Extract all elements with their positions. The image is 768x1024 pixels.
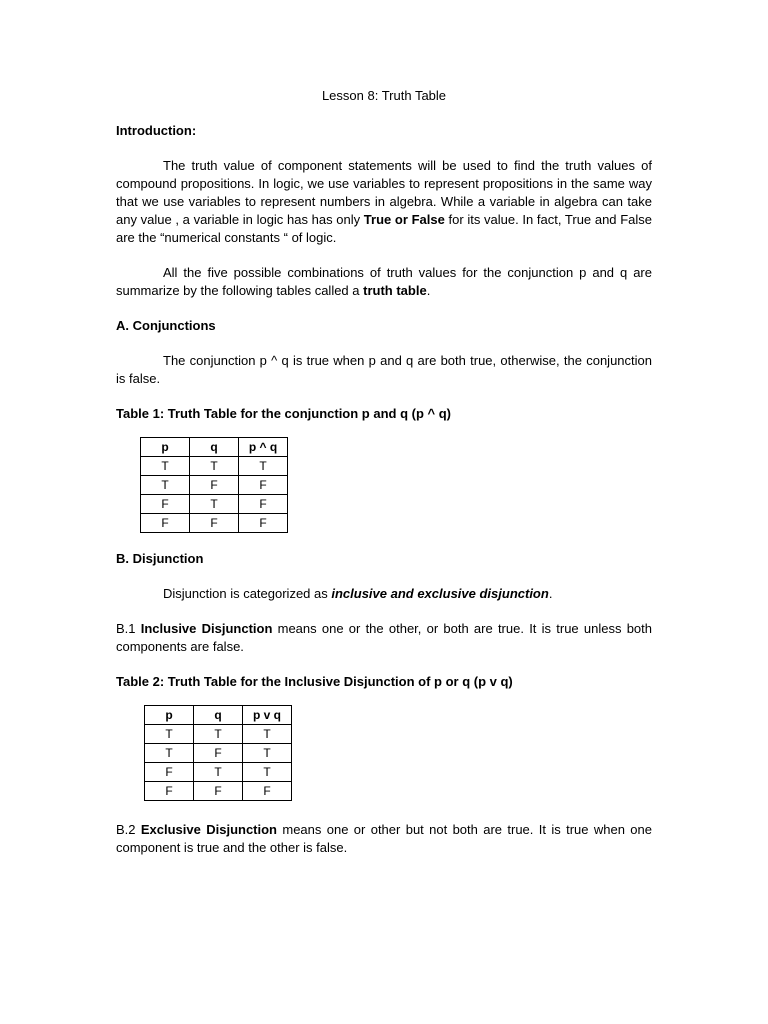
table-header-cell: p xyxy=(141,438,190,457)
b1-text: means one or the other, or both are true. It is true unless both components are false. xyxy=(116,621,652,654)
b2-label: B.2 xyxy=(116,822,141,837)
table-1-caption: Table 1: Truth Table for the conjunction p and q (p ^ q) xyxy=(116,406,451,421)
table-cell: T xyxy=(145,725,194,744)
table-row xyxy=(141,495,288,514)
table-cell: F xyxy=(194,744,243,763)
table-cell: F xyxy=(239,476,288,495)
b2-text: means one or other but not both are true. It is true when one component is true and the other is false. xyxy=(116,822,652,855)
table-header-cell: p v q xyxy=(243,706,292,725)
table-cell: F xyxy=(141,514,190,533)
table-cell: T xyxy=(239,457,288,476)
b2-bold: Exclusive Disjunction xyxy=(140,822,277,837)
disjunction-bold-italic: inclusive and exclusive disjunction xyxy=(331,586,549,601)
table-header-cell: q xyxy=(194,706,243,725)
table-row xyxy=(145,763,292,782)
table-header-cell: q xyxy=(190,438,239,457)
intro-p2-text-a: All the five possible combinations of truth values for the conjunction p and q are summarize by the following tables called a xyxy=(116,265,652,298)
disjunction-heading: B. Disjunction xyxy=(116,551,204,566)
disjunction-text-b: . xyxy=(548,586,553,601)
table-cell: F xyxy=(239,514,288,533)
intro-p2-bold: truth table xyxy=(363,283,427,298)
table-header-row xyxy=(145,706,292,725)
introduction-paragraph-1 xyxy=(116,157,652,247)
table-row xyxy=(145,782,292,801)
table-cell: T xyxy=(243,763,292,782)
b1-label: B.1 xyxy=(116,621,141,636)
table-row xyxy=(145,744,292,763)
intro-p1-text-a: The truth value of component statements will be used to find the truth values of compound propositions. In logic, we use variables to represent propositions in the same way that we use variables to represent numbers in algebra. While a variable in algebra can take any value , a variable in logic has has only xyxy=(116,158,652,227)
conjunction-truth-table xyxy=(140,437,288,533)
table-header-cell: p xyxy=(145,706,194,725)
inclusive-disjunction-paragraph xyxy=(116,620,652,656)
table-cell: T xyxy=(190,457,239,476)
table-cell: T xyxy=(145,744,194,763)
table-cell: F xyxy=(243,782,292,801)
lesson-title: Lesson 8: Truth Table xyxy=(321,88,447,103)
table-cell: T xyxy=(141,457,190,476)
disjunction-paragraph xyxy=(116,585,652,603)
introduction-paragraph-2 xyxy=(116,264,652,300)
table-cell: F xyxy=(141,495,190,514)
table-cell: F xyxy=(194,782,243,801)
table-cell: T xyxy=(194,763,243,782)
table-cell: F xyxy=(190,476,239,495)
conjunction-paragraph: The conjunction p ^ q is true when p and q are both true, otherwise, the conjunction is false. xyxy=(116,353,652,386)
table-cell: T xyxy=(141,476,190,495)
table-row xyxy=(145,725,292,744)
table-header-row xyxy=(141,438,288,457)
table-cell: T xyxy=(194,725,243,744)
exclusive-disjunction-paragraph xyxy=(116,821,652,857)
table-header-cell: p ^ q xyxy=(239,438,288,457)
document-page xyxy=(116,87,652,874)
introduction-heading: Introduction: xyxy=(116,123,197,138)
table-cell: F xyxy=(239,495,288,514)
table-row xyxy=(141,457,288,476)
conjunctions-heading: A. Conjunctions xyxy=(116,318,216,333)
intro-p2-text-b: . xyxy=(426,283,431,298)
table-cell: T xyxy=(190,495,239,514)
table-row xyxy=(141,476,288,495)
table-cell: F xyxy=(145,782,194,801)
b1-bold: Inclusive Disjunction xyxy=(140,621,273,636)
table-cell: T xyxy=(243,725,292,744)
table-cell: F xyxy=(190,514,239,533)
inclusive-disjunction-truth-table xyxy=(144,705,292,801)
table-cell: T xyxy=(243,744,292,763)
table-row xyxy=(141,514,288,533)
disjunction-text-a: Disjunction is categorized as xyxy=(163,586,332,601)
table-cell: F xyxy=(145,763,194,782)
table-2-caption: Table 2: Truth Table for the Inclusive Disjunction of p or q (p v q) xyxy=(116,674,513,689)
intro-p1-text-b: for its value. In fact, True and False are the “numerical constants “ of logic. xyxy=(116,212,652,245)
intro-p1-bold: True or False xyxy=(363,212,445,227)
